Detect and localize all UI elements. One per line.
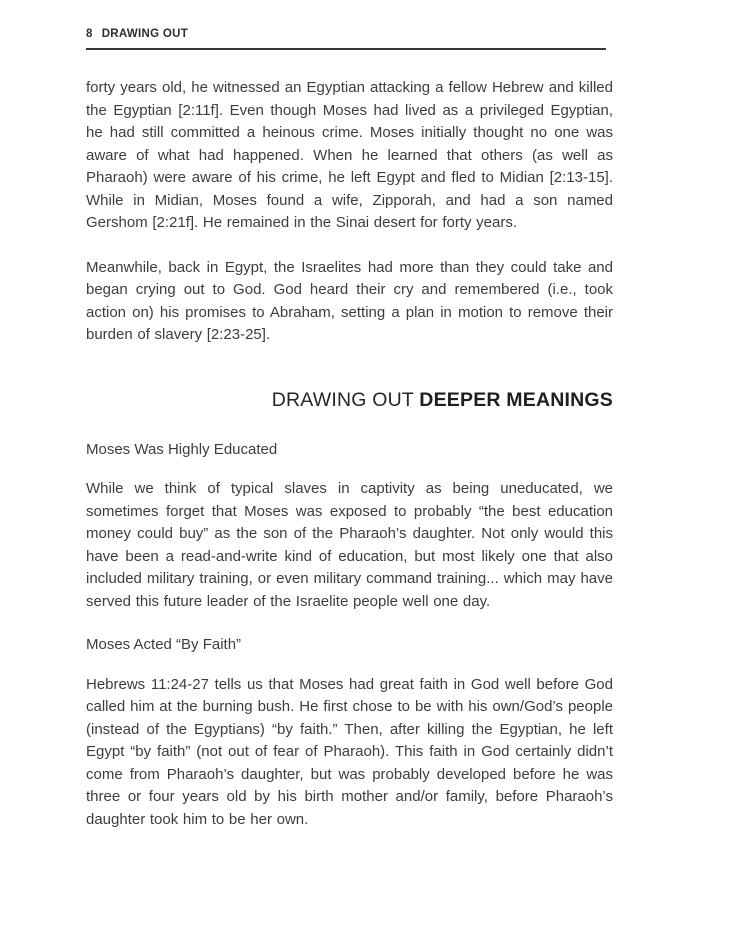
section-heading-regular-part: DRAWING OUT xyxy=(271,388,420,411)
paragraph-moses-education: While we think of typical slaves in captivity as being uneducated, we sometimes forget that Moses was exposed to probably “the best education money could buy” as the son of the Pharaoh’s daughter. Not only would this have been a read-and-write kind of education, but most likely one that also included military training, or even military command training... which may have served this future leader of the Israelite people well one day. xyxy=(86,480,613,610)
section-heading-bold-part: DEEPER MEANINGS xyxy=(419,388,613,411)
text-column xyxy=(86,27,613,831)
header-rule xyxy=(86,48,606,50)
section-heading xyxy=(86,387,613,413)
running-title: DRAWING OUT xyxy=(101,28,189,40)
running-header xyxy=(86,27,613,41)
subheading-moses-acted-by-faith: Moses Acted “By Faith” xyxy=(86,636,242,653)
paragraph-moses-faith: Hebrews 11:24-27 tells us that Moses had great faith in God well before God called him at the burning bush. He first chose to be with his own/God’s people (instead of the Egyptians) “by faith.” Then, after killing the Egyptian, he left Egypt “by faith” (not out of fear of Pharaoh). This faith in God certainly didn’t come from Pharaoh’s daughter, but was probably developed before he was three or four years old by his birth mother and/or family, before Pharaoh’s daughter took him to be her own. xyxy=(86,675,613,828)
paragraph-israelites-cry-out: Meanwhile, back in Egypt, the Israelites had more than they could take and began crying out to God. God heard their cry and remembered (i.e., took action on) his promises to Abraham, setting a plan in motion to remove their burden of slavery [2:23-25]. xyxy=(86,258,613,343)
page-number: 8 xyxy=(86,28,93,40)
subheading-moses-was-highly-educated: Moses Was Highly Educated xyxy=(86,440,278,458)
paragraph-moses-flees-to-midian: forty years old, he witnessed an Egyptian attacking a fellow Hebrew and killed the Egyptian [2:11f]. Even though Moses had lived as a privileged Egyptian, he had still committed a heinous crime. Moses initially thought no one was aware of what had happened. When he learned that others (as well as Pharaoh) were aware of his crime, he left Egypt and fled to Midian [2:13-15]. While in Midian, Moses found a wife, Zipporah, and had a son named Gershom [2:21f]. He remained in the Sinai desert for forty years. xyxy=(86,79,613,231)
